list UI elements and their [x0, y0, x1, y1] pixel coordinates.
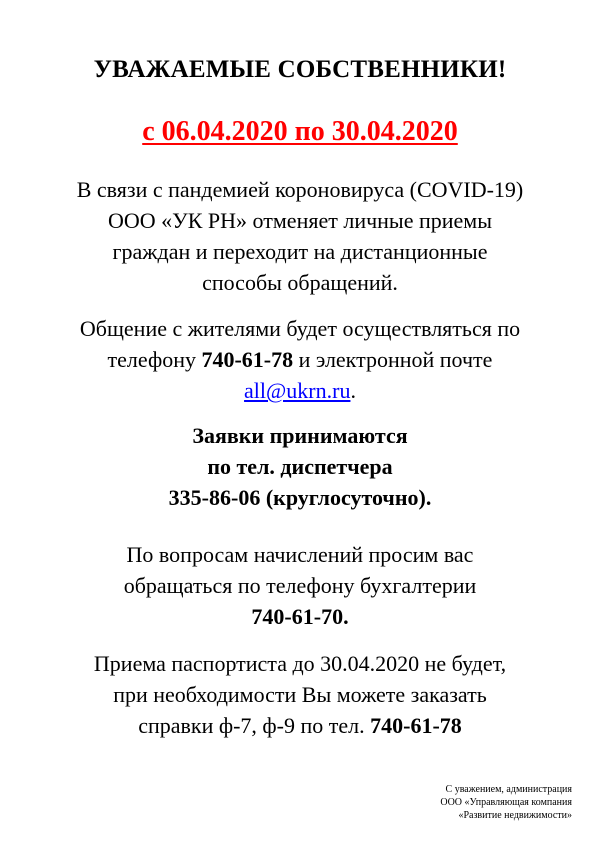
notice-title-text: УВАЖАЕМЫЕ СОБСТВЕННИКИ!	[93, 56, 507, 83]
accounting-line-2: обращаться по телефону бухгалтерии	[123, 573, 477, 598]
dispatcher-line-2: по тел. диспетчера	[207, 454, 393, 479]
passport-line-2: при необходимости Вы можете заказать	[113, 682, 487, 707]
dispatcher-paragraph	[0, 420, 600, 513]
contact-email-prefix: и электронной почте	[293, 347, 493, 372]
accounting-paragraph	[0, 539, 600, 632]
signature-block	[312, 783, 572, 822]
passport-paragraph	[0, 648, 600, 741]
dispatcher-line-3: 335-86-06 (круглосуточно).	[168, 485, 432, 510]
signature-line-1: С уважением, администрация	[445, 784, 572, 795]
accounting-phone: 740-61-70.	[251, 604, 349, 629]
contact-line-2	[0, 344, 600, 375]
notice-title	[0, 50, 600, 90]
contact-line-1: Общение с жителями будет осуществляться по	[79, 316, 521, 341]
contact-paragraph	[0, 313, 600, 406]
passport-phone: 740-61-78	[370, 713, 462, 738]
signature-line-3: «Развитие недвижимости»	[458, 810, 572, 821]
contact-phone-prefix: телефону	[107, 347, 202, 372]
covid-line-1: В связи с пандемией короновируса (COVID-19)	[76, 177, 524, 202]
date-range-text: с 06.04.2020 по 30.04.2020	[142, 116, 458, 147]
covid-line-4: способы обращений.	[202, 270, 398, 295]
covid-paragraph	[0, 174, 600, 298]
notice-date-range	[0, 110, 600, 154]
contact-line-3	[0, 375, 600, 406]
covid-line-3: граждан и переходит на дистанционные	[112, 239, 488, 264]
contact-phone: 740-61-78	[201, 347, 294, 372]
email-link[interactable]: all@ukrn.ru	[244, 378, 351, 403]
passport-line-1: Приема паспортиста до 30.04.2020 не будет,	[93, 651, 507, 676]
passport-phone-prefix: справки ф-7, ф-9 по тел.	[138, 713, 371, 738]
passport-line-3	[0, 710, 600, 741]
email-suffix: .	[350, 378, 356, 403]
signature-line-2: ООО «Управляющая компания	[440, 797, 572, 808]
accounting-line-1: По вопросам начислений просим вас	[126, 542, 474, 567]
dispatcher-line-1: Заявки принимаются	[192, 423, 408, 448]
covid-line-2: ООО «УК РН» отменяет личные приемы	[108, 208, 492, 233]
